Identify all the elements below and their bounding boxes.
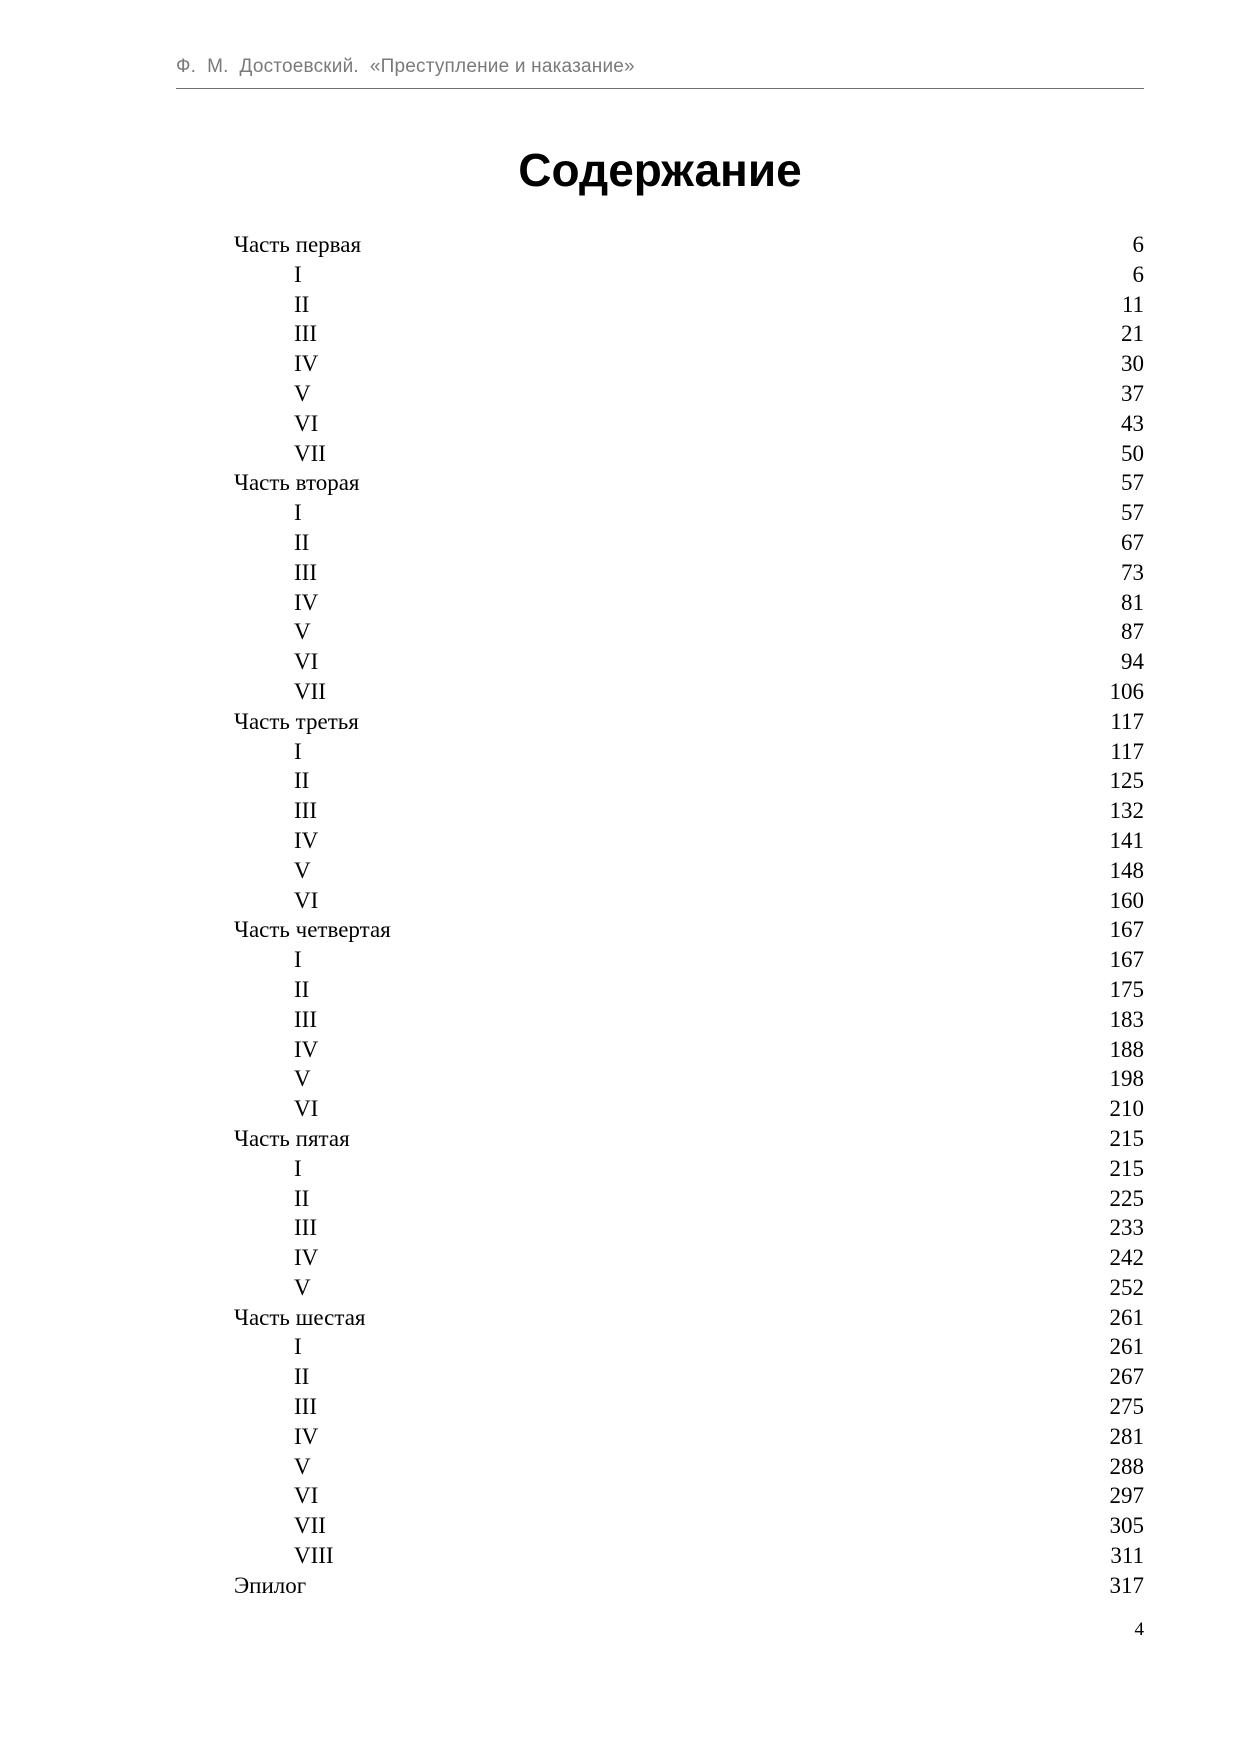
toc-entry-label: Эпилог: [234, 1572, 307, 1598]
toc-entry-label: V: [294, 1066, 311, 1092]
toc-chapter-entry[interactable]: [234, 1035, 1144, 1065]
toc-entry-label: II: [294, 291, 310, 317]
toc-entry-label: VII: [294, 440, 326, 466]
toc-entry-page: 281: [1109, 1423, 1144, 1449]
toc-entry-page: 132: [1109, 798, 1144, 824]
toc-chapter-entry[interactable]: [234, 349, 1144, 379]
toc-entry-label: II: [294, 529, 310, 555]
toc-chapter-entry[interactable]: [234, 1332, 1144, 1362]
toc-entry-page: 267: [1109, 1364, 1144, 1390]
toc-entry-label: III: [294, 559, 317, 585]
toc-chapter-entry[interactable]: [234, 1362, 1144, 1392]
toc-entry-label: III: [294, 1006, 317, 1032]
toc-entry-page: 67: [1121, 529, 1144, 555]
toc-entry-label: I: [294, 1155, 302, 1181]
toc-entry-page: 125: [1109, 768, 1144, 794]
toc-entry-page: 261: [1109, 1334, 1144, 1360]
toc-entry-page: 183: [1109, 1006, 1144, 1032]
toc-entry-label: IV: [294, 1423, 319, 1449]
toc-entry-page: 21: [1121, 321, 1144, 347]
toc-chapter-entry[interactable]: [234, 617, 1144, 647]
toc-part-entry[interactable]: [234, 1124, 1144, 1154]
toc-entry-page: 242: [1109, 1245, 1144, 1271]
toc-chapter-entry[interactable]: [234, 558, 1144, 588]
toc-entry-page: 37: [1121, 380, 1144, 406]
toc-entry-page: 94: [1121, 649, 1144, 675]
toc-entry-page: 87: [1121, 619, 1144, 645]
toc-entry-page: 252: [1109, 1274, 1144, 1300]
toc-entry-page: 30: [1121, 351, 1144, 377]
toc-chapter-entry[interactable]: [234, 1064, 1144, 1094]
toc-entry-label: VIII: [294, 1543, 334, 1569]
toc-entry-page: 305: [1109, 1513, 1144, 1539]
toc-entry-page: 6: [1132, 261, 1144, 287]
toc-chapter-entry[interactable]: [234, 1541, 1144, 1571]
toc-chapter-entry[interactable]: [234, 796, 1144, 826]
toc-entry-label: IV: [294, 1036, 319, 1062]
toc-entry-page: 297: [1109, 1483, 1144, 1509]
toc-entry-label: VII: [294, 678, 326, 704]
toc-entry-page: 175: [1109, 976, 1144, 1002]
toc-entry-page: 167: [1109, 947, 1144, 973]
toc-entry-label: VI: [294, 887, 319, 913]
toc-entry-label: IV: [294, 827, 319, 853]
toc-chapter-entry[interactable]: [234, 975, 1144, 1005]
toc-entry-page: 6: [1132, 232, 1144, 257]
toc-entry-label: III: [294, 321, 317, 347]
toc-chapter-entry[interactable]: [234, 1511, 1144, 1541]
toc-chapter-entry[interactable]: [234, 677, 1144, 707]
toc-entry-label: VI: [294, 649, 319, 675]
toc-entry-page: 73: [1121, 559, 1144, 585]
toc-entry-label: I: [294, 738, 302, 764]
toc-entry-page: 160: [1109, 887, 1144, 913]
toc-entry-page: 215: [1109, 1155, 1144, 1181]
toc-entry-page: 117: [1110, 708, 1144, 734]
toc-entry-page: 210: [1109, 1096, 1144, 1122]
toc-chapter-entry[interactable]: [234, 379, 1144, 409]
toc-chapter-entry[interactable]: [234, 1422, 1144, 1452]
toc-chapter-entry[interactable]: [234, 290, 1144, 320]
toc-entry-label: VI: [294, 1096, 319, 1122]
toc-part-entry[interactable]: [234, 468, 1144, 498]
toc-entry-page: 233: [1109, 1215, 1144, 1241]
page-title: Содержание: [518, 144, 802, 196]
toc-entry-page: 317: [1109, 1572, 1144, 1598]
toc-entry-label: Часть шестая: [234, 1304, 366, 1330]
toc-chapter-entry[interactable]: [234, 528, 1144, 558]
toc-entry-page: 261: [1109, 1304, 1144, 1330]
toc-entry-page: 57: [1121, 500, 1144, 526]
toc-entry-page: 11: [1121, 291, 1144, 317]
toc-chapter-entry[interactable]: [234, 1273, 1144, 1303]
toc-entry-page: 198: [1109, 1066, 1144, 1092]
toc-chapter-entry[interactable]: [234, 409, 1144, 439]
toc-entry-label: IV: [294, 351, 319, 377]
toc-chapter-entry[interactable]: [234, 498, 1144, 528]
running-header: Ф. М. Достоевский. «Преступление и наказание»: [176, 56, 635, 77]
toc-chapter-entry[interactable]: [234, 319, 1144, 349]
toc-entry-page: 215: [1109, 1125, 1144, 1151]
toc-entry-label: II: [294, 1185, 310, 1211]
toc-entry-page: 225: [1109, 1185, 1144, 1211]
toc-entry-label: V: [294, 380, 311, 406]
header-rule: [176, 88, 1144, 89]
toc-chapter-entry[interactable]: [234, 1154, 1144, 1184]
toc-entry-label: III: [294, 1394, 317, 1420]
toc-entry-label: VI: [294, 1483, 319, 1509]
toc-entry-label: II: [294, 1364, 310, 1390]
toc-entry-page: 106: [1109, 678, 1144, 704]
toc-entry-label: VII: [294, 1513, 326, 1539]
toc-chapter-entry[interactable]: [234, 260, 1144, 290]
toc-entry-label: II: [294, 768, 310, 794]
toc-chapter-entry[interactable]: [234, 1094, 1144, 1124]
toc-entry-page: 188: [1109, 1036, 1144, 1062]
toc-entry-page: 167: [1109, 917, 1144, 943]
toc-chapter-entry[interactable]: [234, 1005, 1144, 1035]
toc-entry-label: III: [294, 1215, 317, 1241]
toc-entry-label: I: [294, 261, 302, 287]
toc-chapter-entry[interactable]: [234, 1481, 1144, 1511]
toc-entry-page: 141: [1109, 827, 1144, 853]
toc-chapter-entry[interactable]: [234, 647, 1144, 677]
toc-entry-page: 148: [1109, 857, 1144, 883]
toc-chapter-entry[interactable]: [234, 886, 1144, 916]
toc-entry-label: V: [294, 1453, 311, 1479]
toc-chapter-entry[interactable]: [234, 439, 1144, 469]
toc-chapter-entry[interactable]: [234, 766, 1144, 796]
toc-entry-label: V: [294, 619, 311, 645]
toc-entry-page: 288: [1109, 1453, 1144, 1479]
toc-chapter-entry[interactable]: [234, 737, 1144, 767]
toc-chapter-entry[interactable]: [234, 945, 1144, 975]
page-number: 4: [1134, 1619, 1144, 1640]
toc-entry-label: III: [294, 798, 317, 824]
toc-part-entry[interactable]: [234, 707, 1144, 737]
toc-part-entry[interactable]: [234, 230, 1144, 260]
toc-entry-label: VI: [294, 410, 319, 436]
table-of-contents: [234, 230, 1144, 1601]
toc-chapter-entry[interactable]: [234, 826, 1144, 856]
toc-entry-label: Часть вторая: [234, 470, 360, 496]
toc-entry-page: 43: [1121, 410, 1144, 436]
toc-entry-label: I: [294, 1334, 302, 1360]
toc-entry-label: Часть четвертая: [234, 917, 391, 943]
toc-entry-label: IV: [294, 589, 319, 615]
toc-entry-label: I: [294, 947, 302, 973]
toc-chapter-entry[interactable]: [234, 588, 1144, 618]
toc-chapter-entry[interactable]: [234, 856, 1144, 886]
toc-entry-page: 311: [1110, 1543, 1144, 1569]
toc-entry-label: Часть первая: [234, 232, 362, 257]
toc-entry-page: 275: [1109, 1394, 1144, 1420]
toc-entry-label: Часть третья: [234, 708, 359, 734]
toc-chapter-entry[interactable]: [234, 1392, 1144, 1422]
toc-chapter-entry[interactable]: [234, 1243, 1144, 1273]
toc-chapter-entry[interactable]: [234, 1184, 1144, 1214]
toc-entry-label: V: [294, 857, 311, 883]
toc-part-entry[interactable]: [234, 1571, 1144, 1601]
toc-chapter-entry[interactable]: [234, 1452, 1144, 1482]
toc-entry-page: 50: [1121, 440, 1144, 466]
toc-part-entry[interactable]: [234, 1303, 1144, 1333]
toc-entry-label: I: [294, 500, 302, 526]
toc-entry-page: 117: [1110, 738, 1144, 764]
toc-entry-label: V: [294, 1274, 311, 1300]
toc-entry-page: 57: [1121, 470, 1144, 496]
toc-entry-label: II: [294, 976, 310, 1002]
toc-entry-label: Часть пятая: [234, 1125, 350, 1151]
toc-chapter-entry[interactable]: [234, 1213, 1144, 1243]
toc-entry-label: IV: [294, 1245, 319, 1271]
toc-part-entry[interactable]: [234, 915, 1144, 945]
toc-entry-page: 81: [1121, 589, 1144, 615]
